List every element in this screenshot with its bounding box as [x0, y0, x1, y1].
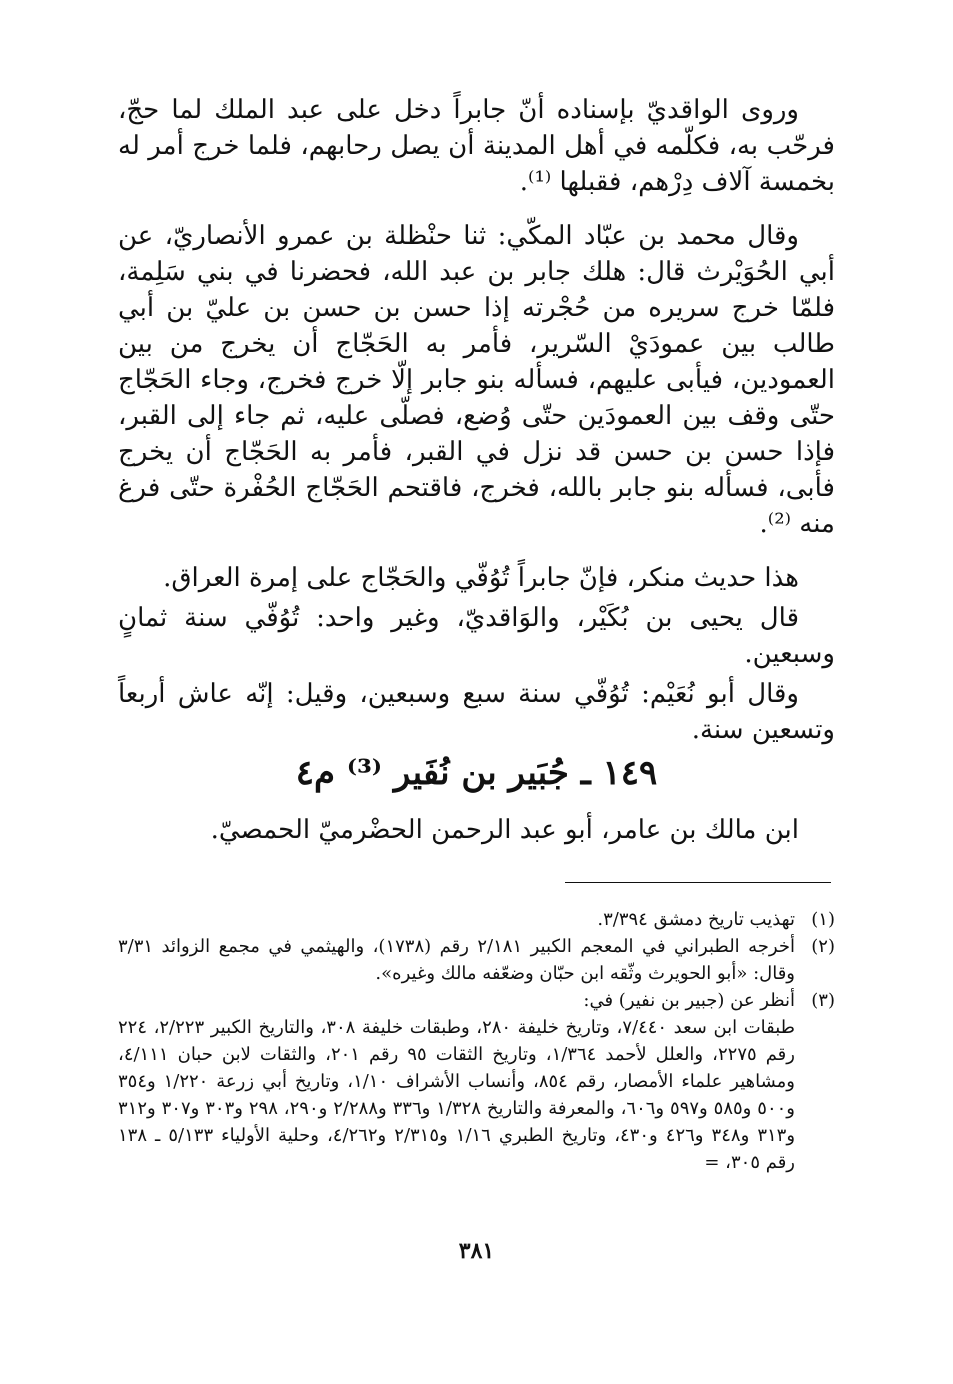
footnote [118, 906, 835, 933]
footnote [118, 987, 835, 1014]
paragraph-munkar: هذا حديث منكر، فإنّ جابراً تُوُفّي والحَجّاج على إمرة العراق. [163, 563, 799, 593]
main-text [118, 92, 835, 766]
footnote-number: (٣) [811, 990, 835, 1011]
paragraph-yahya: قال يحيى بن بُكَيْر، والوَاقديّ، وغير واحد: تُوُفّي سنة ثمانٍ وسبعين. [118, 603, 835, 669]
footnote [118, 933, 835, 987]
footnote-number: (٢) [811, 936, 835, 957]
footnote-text: طبقات ابن سعد ٧/٤٤٠، وتاريخ خليفة ٢٨٠، وطبقات خليفة ٣٠٨، والتاريخ الكبير ٢/٢٢٣، ٢٢٤ رقم ٢٢٧٥، والعلل لأحمد ١/٣٦٤، وتاريخ الثقات ٩٥ رقم ٢٠١، والثقات لابن حبان ٤/١١١، ومشاهير علماء الأمصار، رقم ٨٥٤، وأنساب الأشراف ١/١٠، وتاريخ أبي زرعة ١/٢٢٠ و٣٥٤ و٥٠٠ و٥٨٥ و٥٩٧ و٦٠٦، والمعرفة والتاريخ ١/٣٢٨ و٣٣٦ و٢/٢٨٨ و٢٩٠، ٢٩٨ و٣٠٣ و٣٠٧ و٣١٢ و٣١٣ و٣٤٨ و٤٢٦ و٤٣٠، وتاريخ الطبري ١/١٦ و٢/٣١٥ و٤/٢٦٢، وحلية الأولياء ٥/١٣٣ ـ ١٣٨ رقم ٣٠٥، = [118, 1017, 796, 1173]
footnote-number [795, 1014, 835, 1176]
footnote-text: أخرجه الطبراني في المعجم الكبير ٢/١٨١ رقم (١٧٣٨)، والهيثمي في مجمع الزوائد ٣/٣١ وقال: «أبو الحويرث وثّقه ابن حبّان وضعّفه مالك وغيره». [118, 936, 795, 984]
entry-lineage: ابن مالك بن عامر، أبو عبد الرحمن الحضْرميّ الحمصيّ. [210, 815, 799, 845]
footnotes [118, 906, 835, 1176]
paragraph-abu-nuaym: وقال أبو نُعَيْم: تُوُفّي سنة سبع وسبعين، وقيل: إنّه عاش أربعاً وتسعين سنة. [118, 679, 835, 745]
page-number: ٣٨١ [458, 1238, 495, 1264]
footnote-text: أنظر عن (جبير بن نفير) في: [583, 990, 795, 1011]
paragraph-ibn-abbad: وقال محمد بن عبّاد المكّي: ثنا حنْظلة بن عمرو الأنصاريّ، عن أبي الحُوَيْرث قال: هلك جابر بن عبد الله، فحضرنا في بني سَلِمة، فلمّا خرج سريره من حُجْرته إذا حسن بن حسن بن عليّ بن أبي طالب بين عمودَيْ السّرير، فأمر به الحَجّاج أن يخرج من بين العمودين، فيأبى عليهم، فسأله بنو جابر إلّا خرج فخرج، وجاء الحَجّاج حتّى وقف بين العمودَين حتّى وُضع، فصلّى عليه، ثم جاء إلى القبر، فإذا حسن بن حسن قد نزل في القبر، فأمر به الحَجّاج أن يخرج فأبى، فسأله بنو جابر بالله، فخرج، فاقتحم الحَجّاج الحُفْرة حتّى فرغ منه ⁽²⁾. [118, 221, 835, 539]
footnote-divider [565, 882, 831, 883]
footnote-text: تهذيب تاريخ دمشق ٣/٣٩٤. [597, 909, 795, 930]
entry-heading: ١٤٩ ـ جُبَير بن نُفَير ⁽³⁾ م٤ [295, 753, 658, 793]
footnote-number: (١) [811, 909, 835, 930]
paragraph-waqidi: وروى الواقديّ بإسناده أنّ جابراً دخل على عبد الملك لما حجّ، فرحّب به، فكلّمه في أهل المدينة أن يصل رحابهم، فلما خرج أمر له بخمسة آلاف دِرْهم، فقبلها ⁽¹⁾. [118, 95, 835, 197]
footnote-continuation [118, 1014, 835, 1176]
